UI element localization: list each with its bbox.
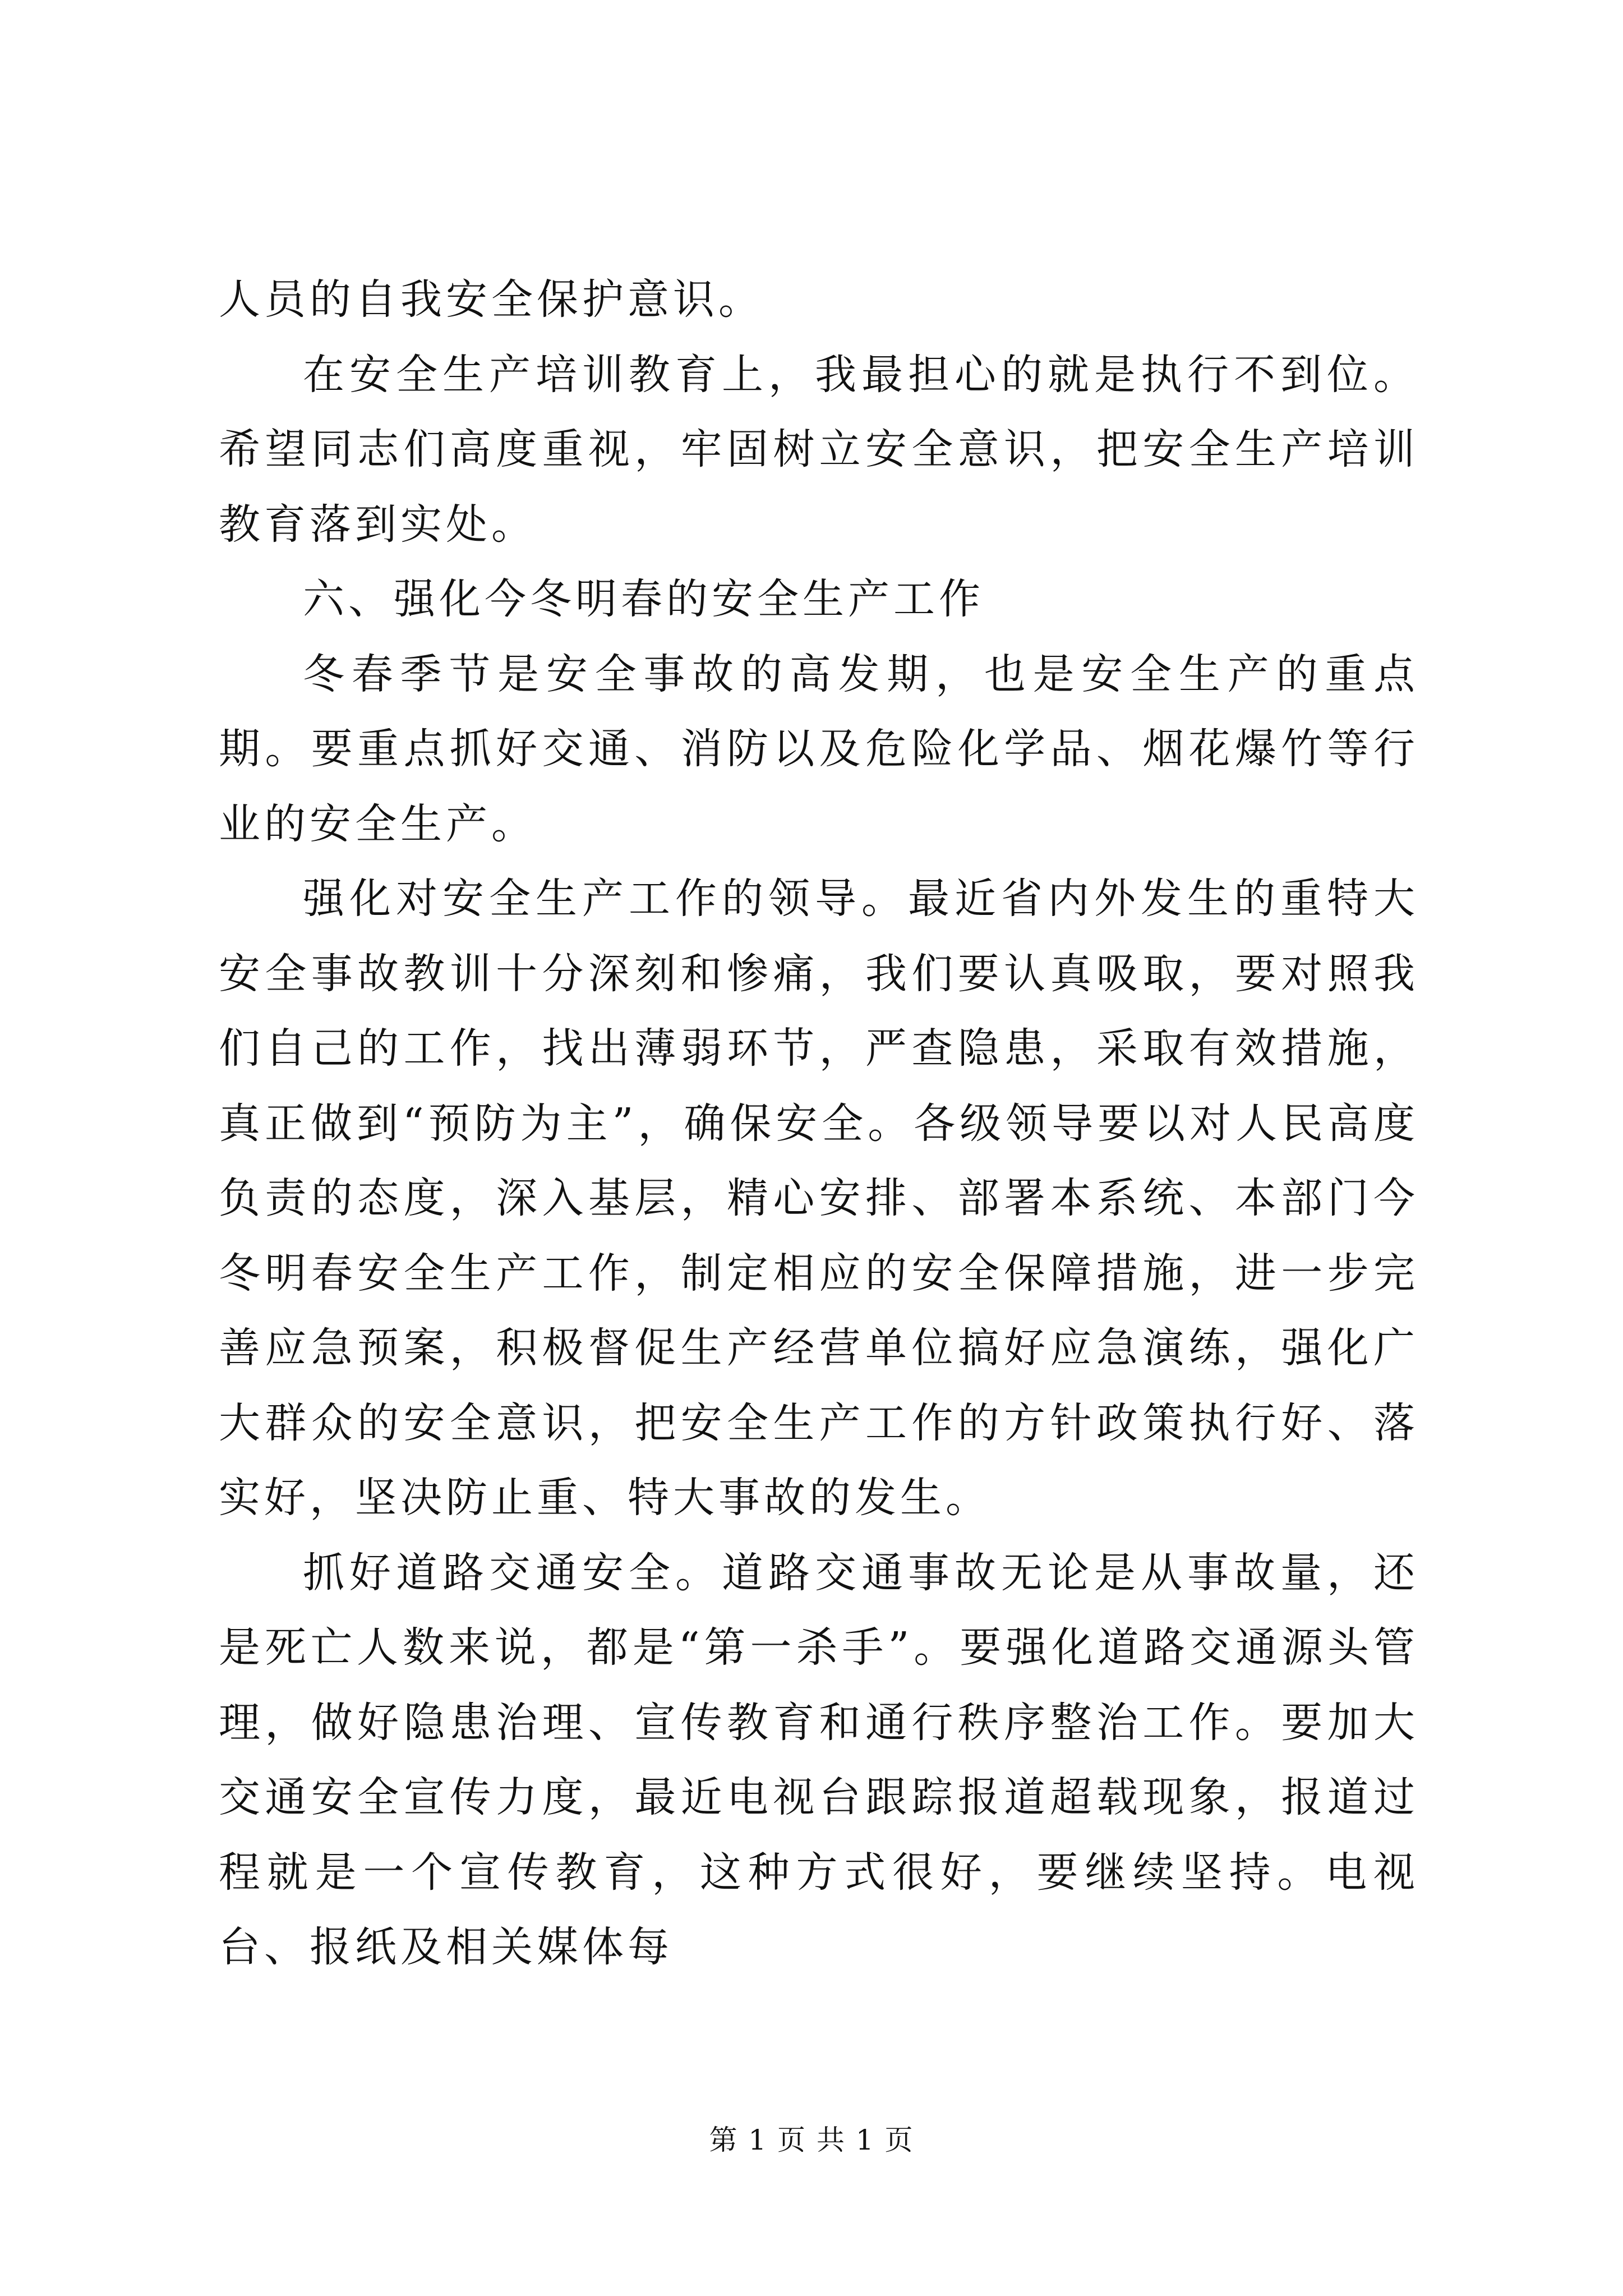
paragraph-2: 在安全生产培训教育上，我最担心的就是执行不到位。希望同志们高度重视，牢固树立安全意识，把安全生产培训教育落到实处。 — [219, 350, 1419, 549]
document-body — [219, 263, 1419, 1985]
paragraph-5: 抓好道路交通安全。道路交通事故无论是从事故量，还是死亡人数来说，都是“第一杀手”。要强化道路交通源头管理，做好隐患治理、宣传教育和通行秩序整治工作。要加大交通安全宣传力度，最近电视台跟踪报道超载现象，报道过程就是一个宣传教育，这种方式很好，要继续坚持。电视台、报纸及相关媒体每 — [219, 1548, 1419, 1971]
paragraph-3: 冬春季节是安全事故的高发期，也是安全生产的重点期。要重点抓好交通、消防以及危险化学品、烟花爆竹等行业的安全生产。 — [219, 650, 1419, 848]
paragraph-4: 强化对安全生产工作的领导。最近省内外发生的重特大安全事故教训十分深刻和惨痛，我们要认真吸取，要对照我们自己的工作，找出薄弱环节，严查隐患，采取有效措施，真正做到“预防为主”，确保安全。各级领导要以对人民高度负责的态度，深入基层，精心安排、部署本系统、本部门今冬明春安全生产工作，制定相应的安全保障措施，进一步完善应急预案，积极督促生产经营单位搞好应急演练，强化广大群众的安全意识，把安全生产工作的方针政策执行好、落实好，坚决防止重、特大事故的发生。 — [219, 875, 1419, 1522]
section-heading: 六、强化今冬明春的安全生产工作 — [303, 575, 984, 623]
paragraph-1: 人员的自我安全保护意识。 — [219, 275, 764, 324]
page-footer: 第 1 页 共 1 页 — [709, 2124, 914, 2156]
